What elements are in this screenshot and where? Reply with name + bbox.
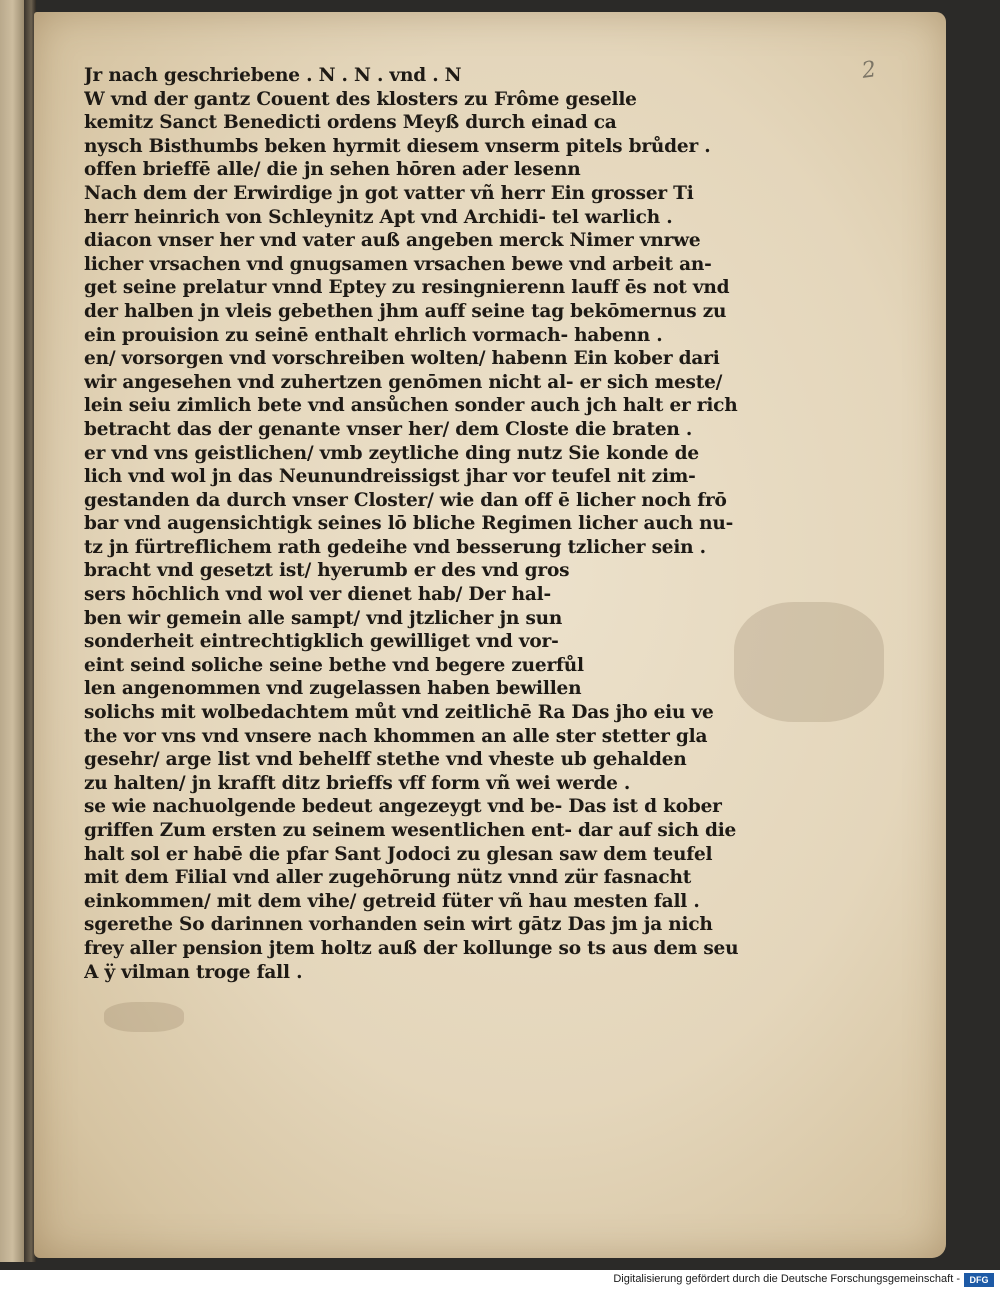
text-line: offen brieffē alle/ die jn sehen hōren ader lesenn — [84, 159, 581, 181]
text-line: einkommen/ mit dem vihe/ getreid füter vñ hau mesten fall . — [84, 890, 700, 912]
text-line: sers hōchlich vnd wol ver dienet hab/ Der hal- — [84, 584, 551, 606]
text-line: betracht das der genante vnser her/ dem Closte die braten . — [84, 418, 693, 440]
text-line: der halben jn vleis gebethen jhm auff seine tag bekōmernus zu — [84, 300, 727, 322]
text-line: solichs mit wolbedachtem můt vnd zeitlichē Ra Das jho eiu ve — [84, 702, 714, 724]
text-line: griffen Zum ersten zu seinem wesentlichen ent- dar auf sich die — [84, 820, 737, 841]
text-line: en/ vorsorgen vnd vorschreiben wolten/ habenn Ein kober dari — [84, 348, 720, 370]
text-line: halt sol er habē die pfar Sant Jodoci zu glesan saw dem teufel — [84, 843, 713, 865]
text-line: nysch Bisthumbs beken hyrmit diesem vnserm pitels brůder . — [84, 135, 711, 157]
text-line: the vor vns vnd vnsere nach khommen an alle ster stetter gla — [84, 725, 708, 747]
text-line: bar vnd augensichtigk seines lō bliche Regimen licher auch nu- — [84, 513, 734, 535]
text-line: mit dem Filial vnd aller zugehōrung nütz vnnd zür fasnacht — [84, 867, 692, 889]
text-line: zu halten/ jn krafft ditz brieffs vff form vñ wei werde . — [84, 772, 631, 794]
text-line: W vnd der gantz Couent des klosters zu Frôme geselle — [84, 88, 637, 110]
text-line: se wie nachuolgende bedeut angezeygt vnd be- Das ist d kober — [84, 796, 722, 818]
text-line: kemitz Sanct Benedicti ordens Meyß durch einad ca — [84, 112, 617, 134]
dfg-logo: DFG — [964, 1273, 994, 1287]
text-line: sonderheit eintrechtigklich gewilliget vnd vor- — [84, 631, 559, 653]
text-line: Jr nach geschriebene . N . N . vnd . N — [84, 65, 462, 86]
footer-bar — [0, 1270, 1000, 1292]
text-block — [84, 64, 820, 984]
text-line: er vnd vns geistlichen/ vmb zeytliche ding nutz Sie konde de — [84, 442, 699, 464]
text-line: frey aller pension jtem holtz auß der kollunge so ts aus dem seu — [84, 937, 739, 959]
text-line: wir angesehen vnd zuhertzen genōmen nicht al- er sich meste/ — [84, 371, 723, 393]
text-line: gesehr/ arge list vnd behelff stethe vnd vheste ub gehalden — [84, 749, 687, 771]
text-line: tz jn fürtreflichem rath gedeihe vnd besserung tzlicher sein . — [84, 536, 706, 558]
page-number: 2 — [860, 57, 878, 84]
text-line: diacon vnser her vnd vater auß angeben merck Nimer vnrwe — [84, 230, 701, 252]
text-line: eint seind soliche seine bethe vnd begere zuerfůl — [84, 654, 584, 676]
text-line: sgerethe So darinnen vorhanden sein wirt gātz Das jm ja nich — [84, 914, 713, 936]
text-line: lein seiu zimlich bete vnd ansůchen sonder auch jch halt er rich — [84, 395, 738, 417]
digitization-credit: Digitalisierung gefördert durch die Deutsche Forschungsgemeinschaft - — [613, 1273, 960, 1285]
text-line: Nach dem der Erwirdige jn got vatter vñ herr Ein grosser Ti — [84, 182, 694, 204]
text-line: ein prouision zu seinē enthalt ehrlich vormach- habenn . — [84, 324, 663, 346]
text-line: get seine prelatur vnnd Eptey zu resingnierenn lauff ēs not vnd — [84, 277, 730, 299]
text-line: gestanden da durch vnser Closter/ wie dan off ē licher noch frō — [84, 489, 727, 511]
text-line: lich vnd wol jn das Neunundreissigst jhar vor teufel nit zim- — [84, 466, 696, 488]
ink-bleed-mark — [104, 1002, 184, 1032]
text-line: len angenommen vnd zugelassen haben bewillen — [84, 678, 582, 700]
text-line: ben wir gemein alle sampt/ vnd jtzlicher jn sun — [84, 607, 563, 629]
text-line: A ÿ vilman troge fall . — [84, 961, 303, 983]
text-line: bracht vnd gesetzt ist/ hyerumb er des vnd gros — [84, 560, 570, 582]
text-line: licher vrsachen vnd gnugsamen vrsachen bewe vnd arbeit an- — [84, 253, 712, 275]
text-line: herr heinrich von Schleynitz Apt vnd Archidi- tel warlich . — [84, 206, 673, 228]
